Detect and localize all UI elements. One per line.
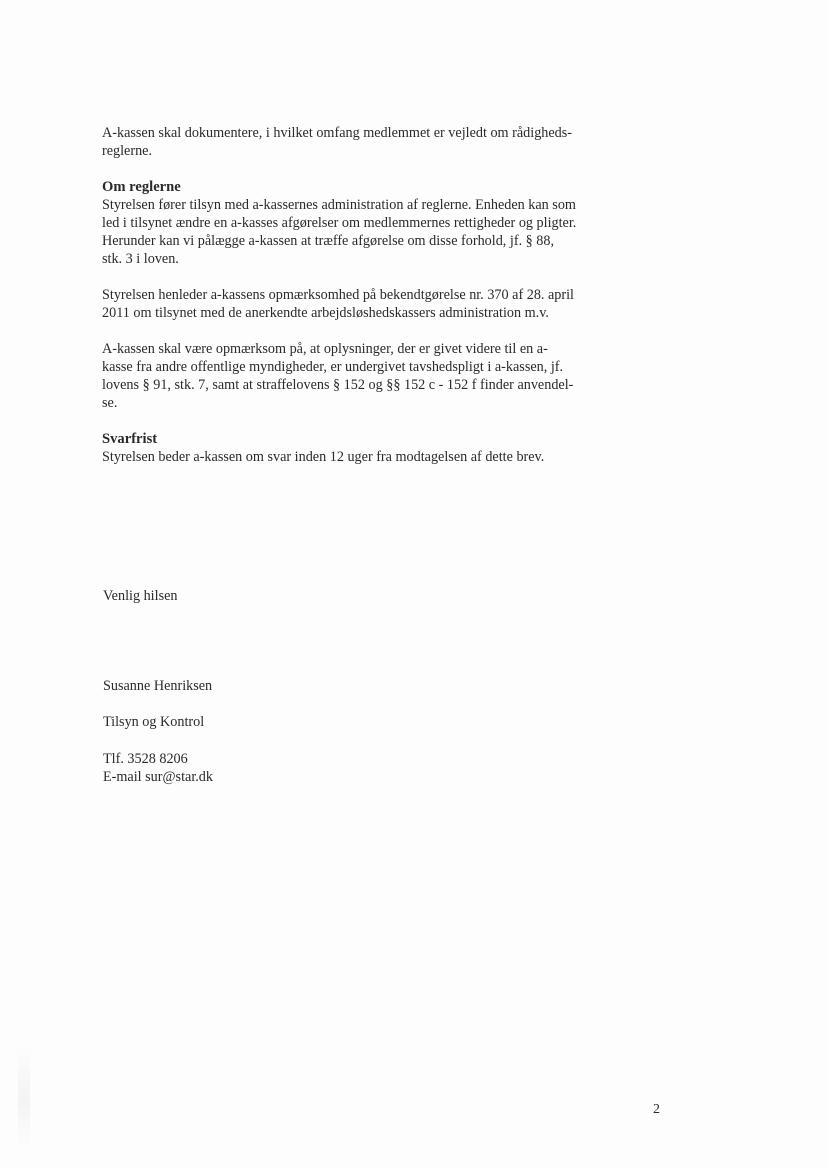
closing-greeting: Venlig hilsen [103, 588, 178, 604]
letter-body [102, 124, 622, 466]
page-number: 2 [653, 1102, 660, 1117]
heading-svarfrist: Svarfrist [102, 431, 158, 447]
paragraph-documentation: A-kassen skal dokumentere, i hvilket omfang medlemmet er vejledt om rådigheds- reglerne. [102, 125, 573, 159]
paragraph-tavshedspligt: A-kassen skal være opmærksom på, at oplysninger, der er givet videre til en a- kasse fra andre offentlige myndigheder, er undergivet tavshedspligt i a-kassen, jf. lovens § 91, stk. 7, samt at straffelovens § 152 og §§ 152 c - 152 f finder anvendel- se. [102, 341, 574, 411]
paragraph-tilsyn: Styrelsen fører tilsyn med a-kassernes administration af reglerne. Enheden kan som led i tilsynet ændre en a-kasses afgørelser om medlemmernes rettigheder og pligter. Herunder kan vi pålægge a-kassen at træffe afgørelse om disse forhold, jf. § 88, stk. 3 i loven. [102, 197, 577, 267]
heading-om-reglerne: Om reglerne [102, 179, 181, 195]
scan-artifact [18, 1048, 30, 1148]
paragraph-bekendtgoerelse: Styrelsen henleder a-kassens opmærksomhed på bekendtgørelse nr. 370 af 28. april 2011 om tilsynet med de anerkendte arbejdsløshedskassers administration m.v. [102, 287, 575, 321]
signer-contact: Tlf. 3528 8206 E-mail sur@star.dk [103, 751, 213, 785]
signer-name: Susanne Henriksen [103, 678, 213, 694]
paragraph-svarfrist: Styrelsen beder a-kassen om svar inden 12 uger fra modtagelsen af dette brev. [102, 449, 545, 465]
signer-department: Tilsyn og Kontrol [103, 714, 205, 730]
